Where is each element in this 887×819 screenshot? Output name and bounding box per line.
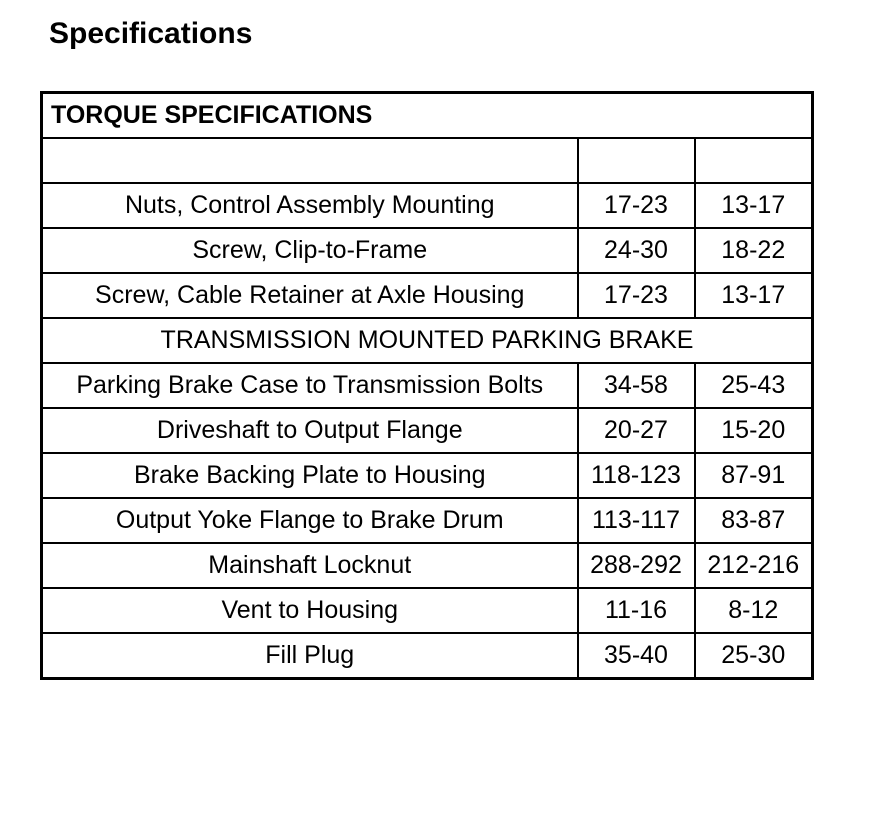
spec-value-b: 83-87 xyxy=(695,498,813,543)
spec-value-a: 17-23 xyxy=(578,183,695,228)
spec-value-a: 118-123 xyxy=(578,453,695,498)
torque-specifications-table xyxy=(40,91,814,680)
spec-description: Vent to Housing xyxy=(42,588,578,633)
spec-description: Mainshaft Locknut xyxy=(42,543,578,588)
spec-value-b: 212-216 xyxy=(695,543,813,588)
spec-value-b: 15-20 xyxy=(695,408,813,453)
table-row xyxy=(42,183,813,228)
header-cell xyxy=(42,138,578,183)
header-cell xyxy=(695,138,813,183)
spec-value-b: 25-43 xyxy=(695,363,813,408)
table-row xyxy=(42,228,813,273)
spec-value-a: 34-58 xyxy=(578,363,695,408)
section-row xyxy=(42,318,813,363)
spec-value-a: 11-16 xyxy=(578,588,695,633)
spec-description: Screw, Clip-to-Frame xyxy=(42,228,578,273)
spec-value-b: 25-30 xyxy=(695,633,813,679)
table-title: TORQUE SPECIFICATIONS xyxy=(42,93,813,139)
spec-description: Nuts, Control Assembly Mounting xyxy=(42,183,578,228)
spec-description: Brake Backing Plate to Housing xyxy=(42,453,578,498)
spec-value-a: 113-117 xyxy=(578,498,695,543)
spec-value-a: 35-40 xyxy=(578,633,695,679)
table-row xyxy=(42,363,813,408)
page-heading: Specifications xyxy=(49,17,253,50)
table-row xyxy=(42,543,813,588)
spec-value-b: 13-17 xyxy=(695,183,813,228)
spec-value-b: 18-22 xyxy=(695,228,813,273)
spec-description: Driveshaft to Output Flange xyxy=(42,408,578,453)
spec-value-a: 24-30 xyxy=(578,228,695,273)
spec-value-b: 13-17 xyxy=(695,273,813,318)
table-row xyxy=(42,588,813,633)
spec-description: Fill Plug xyxy=(42,633,578,679)
table-row xyxy=(42,453,813,498)
table-header-row xyxy=(42,138,813,183)
spec-value-b: 8-12 xyxy=(695,588,813,633)
table-row xyxy=(42,273,813,318)
table-row xyxy=(42,633,813,679)
spec-value-a: 20-27 xyxy=(578,408,695,453)
spec-value-a: 17-23 xyxy=(578,273,695,318)
table-row xyxy=(42,498,813,543)
spec-value-b: 87-91 xyxy=(695,453,813,498)
table-title-row xyxy=(42,93,813,139)
header-cell xyxy=(578,138,695,183)
spec-description: Output Yoke Flange to Brake Drum xyxy=(42,498,578,543)
spec-description: Parking Brake Case to Transmission Bolts xyxy=(42,363,578,408)
section-heading: TRANSMISSION MOUNTED PARKING BRAKE xyxy=(42,318,813,363)
table-row xyxy=(42,408,813,453)
spec-value-a: 288-292 xyxy=(578,543,695,588)
spec-description: Screw, Cable Retainer at Axle Housing xyxy=(42,273,578,318)
